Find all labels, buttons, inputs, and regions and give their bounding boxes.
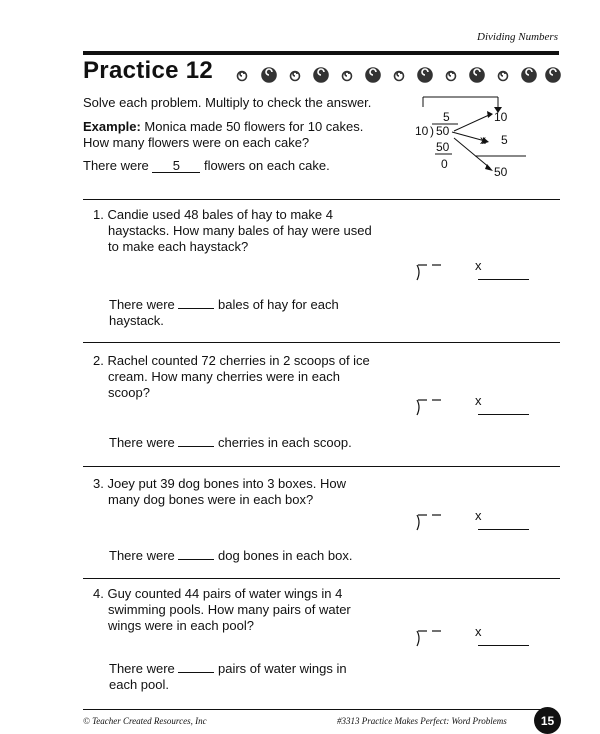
section-divider (83, 466, 560, 467)
example-worked-figure (405, 95, 530, 185)
answer-prefix: There were (109, 297, 175, 312)
division-bracket-icon (414, 262, 454, 284)
section-divider (83, 578, 560, 579)
division-bracket-icon (414, 397, 454, 419)
section-topic: Dividing Numbers (477, 31, 558, 43)
problem-line: Guy counted 44 pairs of water wings in 4 (107, 586, 343, 601)
swirl-icon (522, 68, 536, 82)
answer-sentence-2 (109, 435, 379, 451)
answer-sentence-1 (109, 297, 379, 329)
problem-1 (93, 207, 393, 255)
multiplication-check (475, 508, 530, 530)
answer-sentence-4 (109, 661, 379, 693)
times-sign: x (475, 624, 482, 639)
example-mult-result: 50 (494, 165, 508, 179)
problem-line: to make each haystack? (108, 239, 249, 254)
answer-suffix: bales of hay for each (218, 297, 339, 312)
division-bracket: ) (430, 124, 434, 138)
answer-prefix: There were (109, 548, 175, 563)
problem-line: wings were in each pool? (108, 618, 254, 633)
footer-rule (83, 709, 541, 710)
swirl-icon (291, 72, 300, 81)
answer-blank[interactable] (178, 436, 214, 447)
section-divider (83, 342, 560, 343)
problem-3 (93, 476, 393, 508)
answer-prefix: There were (109, 661, 175, 676)
problem-number: 3. (93, 476, 104, 491)
example-answer (83, 158, 330, 174)
answer-sentence-3 (109, 548, 379, 564)
division-bracket-icon (414, 628, 454, 650)
problem-number: 1. (93, 207, 104, 222)
answer-blank[interactable] (178, 298, 214, 309)
example-quotient: 5 (443, 110, 450, 124)
section-divider (83, 199, 560, 200)
swirl-icon (366, 68, 380, 82)
multiplication-check (475, 258, 530, 280)
example-remainder: 0 (441, 157, 448, 171)
problem-2 (93, 353, 393, 401)
times-sign: x (475, 258, 482, 273)
multiplication-check (475, 624, 530, 646)
swirl-border-decoration (236, 67, 562, 83)
answer-suffix: cherries in each scoop. (218, 435, 352, 450)
answer-blank[interactable] (178, 662, 214, 673)
answer-suffix: dog bones in each box. (218, 548, 353, 563)
answer-prefix: There were (109, 435, 175, 450)
times-sign: x (475, 508, 482, 523)
answer-line (478, 645, 529, 646)
problem-line: Joey put 39 dog bones into 3 boxes. How (107, 476, 346, 491)
answer-suffix: haystack. (109, 313, 164, 328)
answer-suffix: each pool. (109, 677, 169, 692)
page-number: 15 (534, 707, 561, 734)
answer-line (478, 279, 529, 280)
example-dividend: 50 (436, 124, 450, 138)
swirl-icon (395, 72, 404, 81)
example-answer-blank: 5 (152, 159, 200, 173)
problem-line: many dog bones were in each box? (108, 492, 314, 507)
division-bracket-icon (414, 512, 454, 534)
swirl-icon (546, 68, 560, 82)
example-label: Example: (83, 119, 141, 134)
problem-line: Rachel counted 72 cherries in 2 scoops of ice (107, 353, 370, 368)
problem-line: haystacks. How many bales of hay were used (108, 223, 372, 238)
example-line-1: Monica made 50 flowers for 10 cakes. (140, 119, 364, 134)
example-mult-top: 10 (494, 110, 508, 124)
footer-copyright: © Teacher Created Resources, Inc (83, 716, 207, 726)
arrow-head-icon (487, 111, 493, 118)
example-divisor: 10 (415, 124, 429, 138)
example-line-2: How many flowers were on each cake? (83, 135, 310, 150)
swirl-icon (314, 68, 328, 82)
times-sign: x (475, 393, 482, 408)
problem-line: Candie used 48 bales of hay to make 4 (107, 207, 333, 222)
swirl-icon (238, 72, 247, 81)
example-product: 50 (436, 140, 450, 154)
problem-4 (93, 586, 393, 634)
arrow-line (454, 115, 489, 131)
problem-line: swimming pools. How many pairs of water (108, 602, 351, 617)
answer-line (478, 529, 529, 530)
answer-prefix: There were (83, 158, 149, 173)
page-title: Practice 12 (83, 57, 214, 84)
answer-suffix: pairs of water wings in (218, 661, 347, 676)
swirl-icon (447, 72, 456, 81)
problem-line: scoop? (108, 385, 150, 400)
swirl-icon (418, 68, 432, 82)
example-text (83, 119, 363, 151)
problem-number: 2. (93, 353, 104, 368)
answer-blank[interactable] (178, 549, 214, 560)
instructions: Solve each problem. Multiply to check the answer. (83, 95, 372, 110)
swirl-icon (343, 72, 352, 81)
answer-line (478, 414, 529, 415)
problem-number: 4. (93, 586, 104, 601)
swirl-icon (499, 72, 508, 81)
multiplication-check (475, 393, 530, 415)
footer-book-title: #3313 Practice Makes Perfect: Word Problems (337, 716, 507, 726)
title-rule (83, 51, 559, 55)
answer-suffix: flowers on each cake. (204, 158, 330, 173)
example-mult-factor: 5 (501, 133, 508, 147)
swirl-icon (470, 68, 484, 82)
swirl-icon (262, 68, 276, 82)
problem-line: cream. How many cherries were in each (108, 369, 340, 384)
